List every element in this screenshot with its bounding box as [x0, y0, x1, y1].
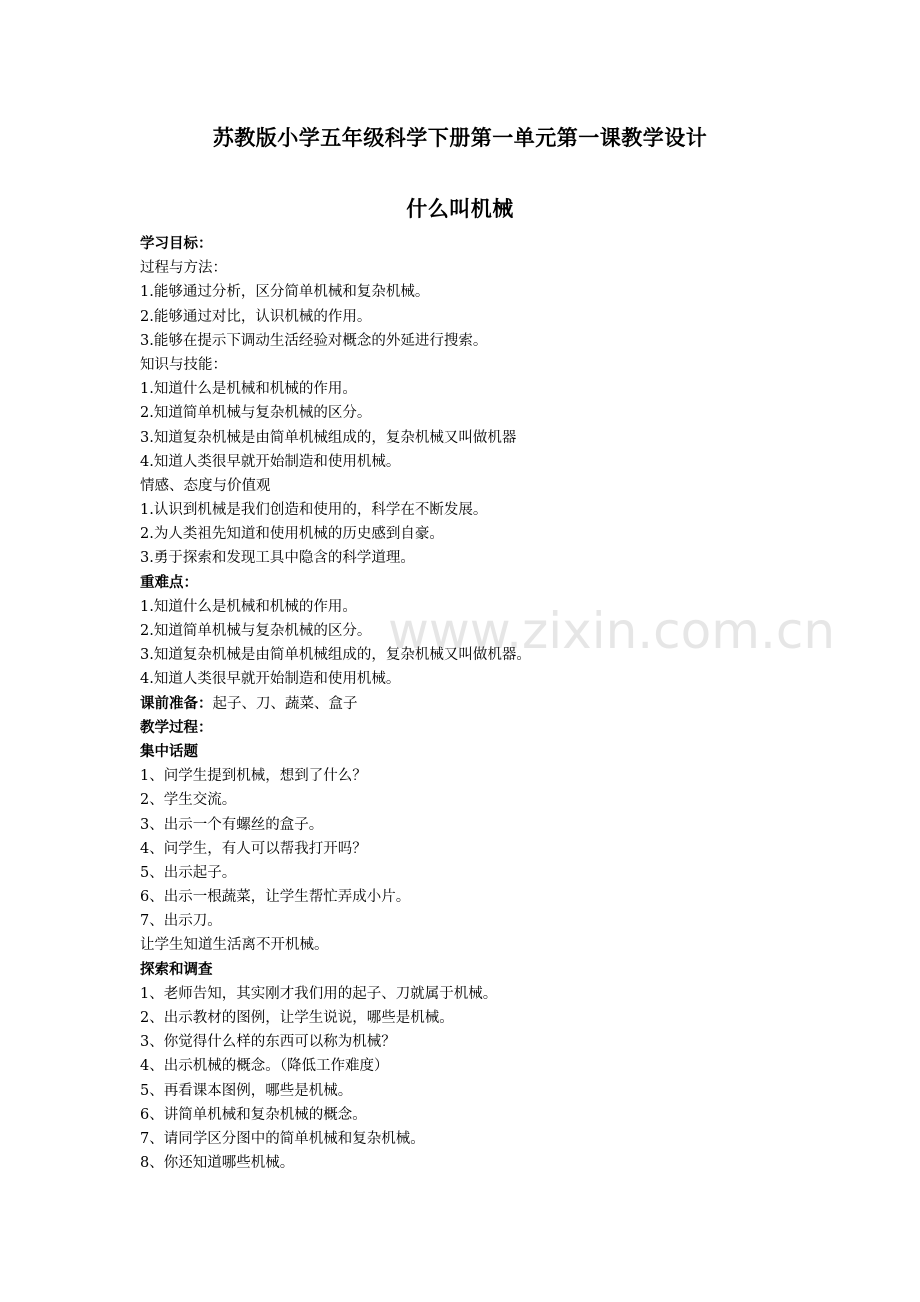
text-line: 1.知道什么是机械和机械的作用。: [140, 381, 357, 398]
text-line: 2、学生交流。: [140, 792, 237, 809]
section-heading: 学习目标：: [140, 235, 213, 252]
text-line: 1.知道什么是机械和机械的作用。: [140, 598, 357, 615]
text-line: 让学生知道生活离不开机械。: [140, 937, 329, 954]
line-value: 起子、刀、蔬菜、盒子: [212, 695, 358, 712]
text-line: 知识与技能：: [140, 356, 227, 373]
text-line: 4、出示机械的概念。（降低工作难度）: [140, 1058, 389, 1075]
text-line: 2.为人类祖先知道和使用机械的历史感到自豪。: [140, 526, 444, 543]
text-line: 2.能够通过对比，认识机械的作用。: [140, 308, 372, 325]
text-line: 2、出示教材的图例，让学生说说，哪些是机械。: [140, 1010, 454, 1026]
text-line: 5、出示起子。: [140, 864, 237, 881]
text-line: 1.能够通过分析，区分简单机械和复杂机械。: [140, 284, 430, 301]
text-line: 1、老师告知，其实刚才我们用的起子、刀就属于机械。: [140, 985, 498, 1002]
text-line: 7、请同学区分图中的简单机械和复杂机械。: [140, 1130, 425, 1147]
text-line: 3.勇于探索和发现工具中隐含的科学道理。: [140, 550, 415, 567]
text-line: 4.知道人类很早就开始制造和使用机械。: [140, 671, 401, 688]
text-line: 情感、态度与价值观: [140, 477, 271, 494]
text-line: 3.知道复杂机械是由简单机械组成的，复杂机械又叫做机器。: [140, 647, 531, 664]
document-subtitle: 什么叫机械: [406, 196, 514, 221]
line-label: 课前准备：: [140, 694, 213, 712]
text-line: 1.认识到机械是我们创造和使用的，科学在不断发展。: [140, 502, 488, 519]
text-line: 4.知道人类很早就开始制造和使用机械。: [140, 453, 401, 470]
watermark: www.zixin.com.cn: [388, 602, 836, 660]
text-line: 过程与方法：: [140, 260, 227, 277]
text-line: 5、再看课本图例，哪些是机械。: [140, 1082, 353, 1099]
text-line: 3.能够在提示下调动生活经验对概念的外延进行搜索。: [140, 332, 488, 349]
text-line: 3.知道复杂机械是由简单机械组成的，复杂机械又叫做机器: [140, 429, 517, 446]
text-line: 4、问学生，有人可以帮我打开吗？: [140, 840, 367, 857]
section-heading: 探索和调查: [140, 960, 213, 978]
text-line: 1、问学生提到机械，想到了什么？: [140, 768, 367, 785]
text-line: 2.知道简单机械与复杂机械的区分。: [140, 405, 372, 422]
text-line: 6、出示一根蔬菜，让学生帮忙弄成小片。: [140, 889, 411, 906]
section-heading: 重难点：: [140, 573, 198, 591]
text-line: [140, 692, 800, 716]
text-line: 7、出示刀。: [140, 913, 222, 930]
text-line: 6、讲简单机械和复杂机械的概念。: [140, 1106, 367, 1123]
section-heading: 教学过程：: [140, 718, 213, 736]
text-line: 3、出示一个有螺丝的盒子。: [140, 816, 324, 833]
text-line: 8、你还知道哪些机械。: [140, 1155, 295, 1172]
document-title: 苏教版小学五年级科学下册第一单元第一课教学设计: [212, 125, 708, 150]
section-heading: 集中话题: [140, 742, 198, 760]
text-line: 3、你觉得什么样的东西可以称为机械？: [140, 1034, 396, 1051]
document-body: [140, 232, 800, 1175]
text-line: 2.知道简单机械与复杂机械的区分。: [140, 623, 372, 639]
